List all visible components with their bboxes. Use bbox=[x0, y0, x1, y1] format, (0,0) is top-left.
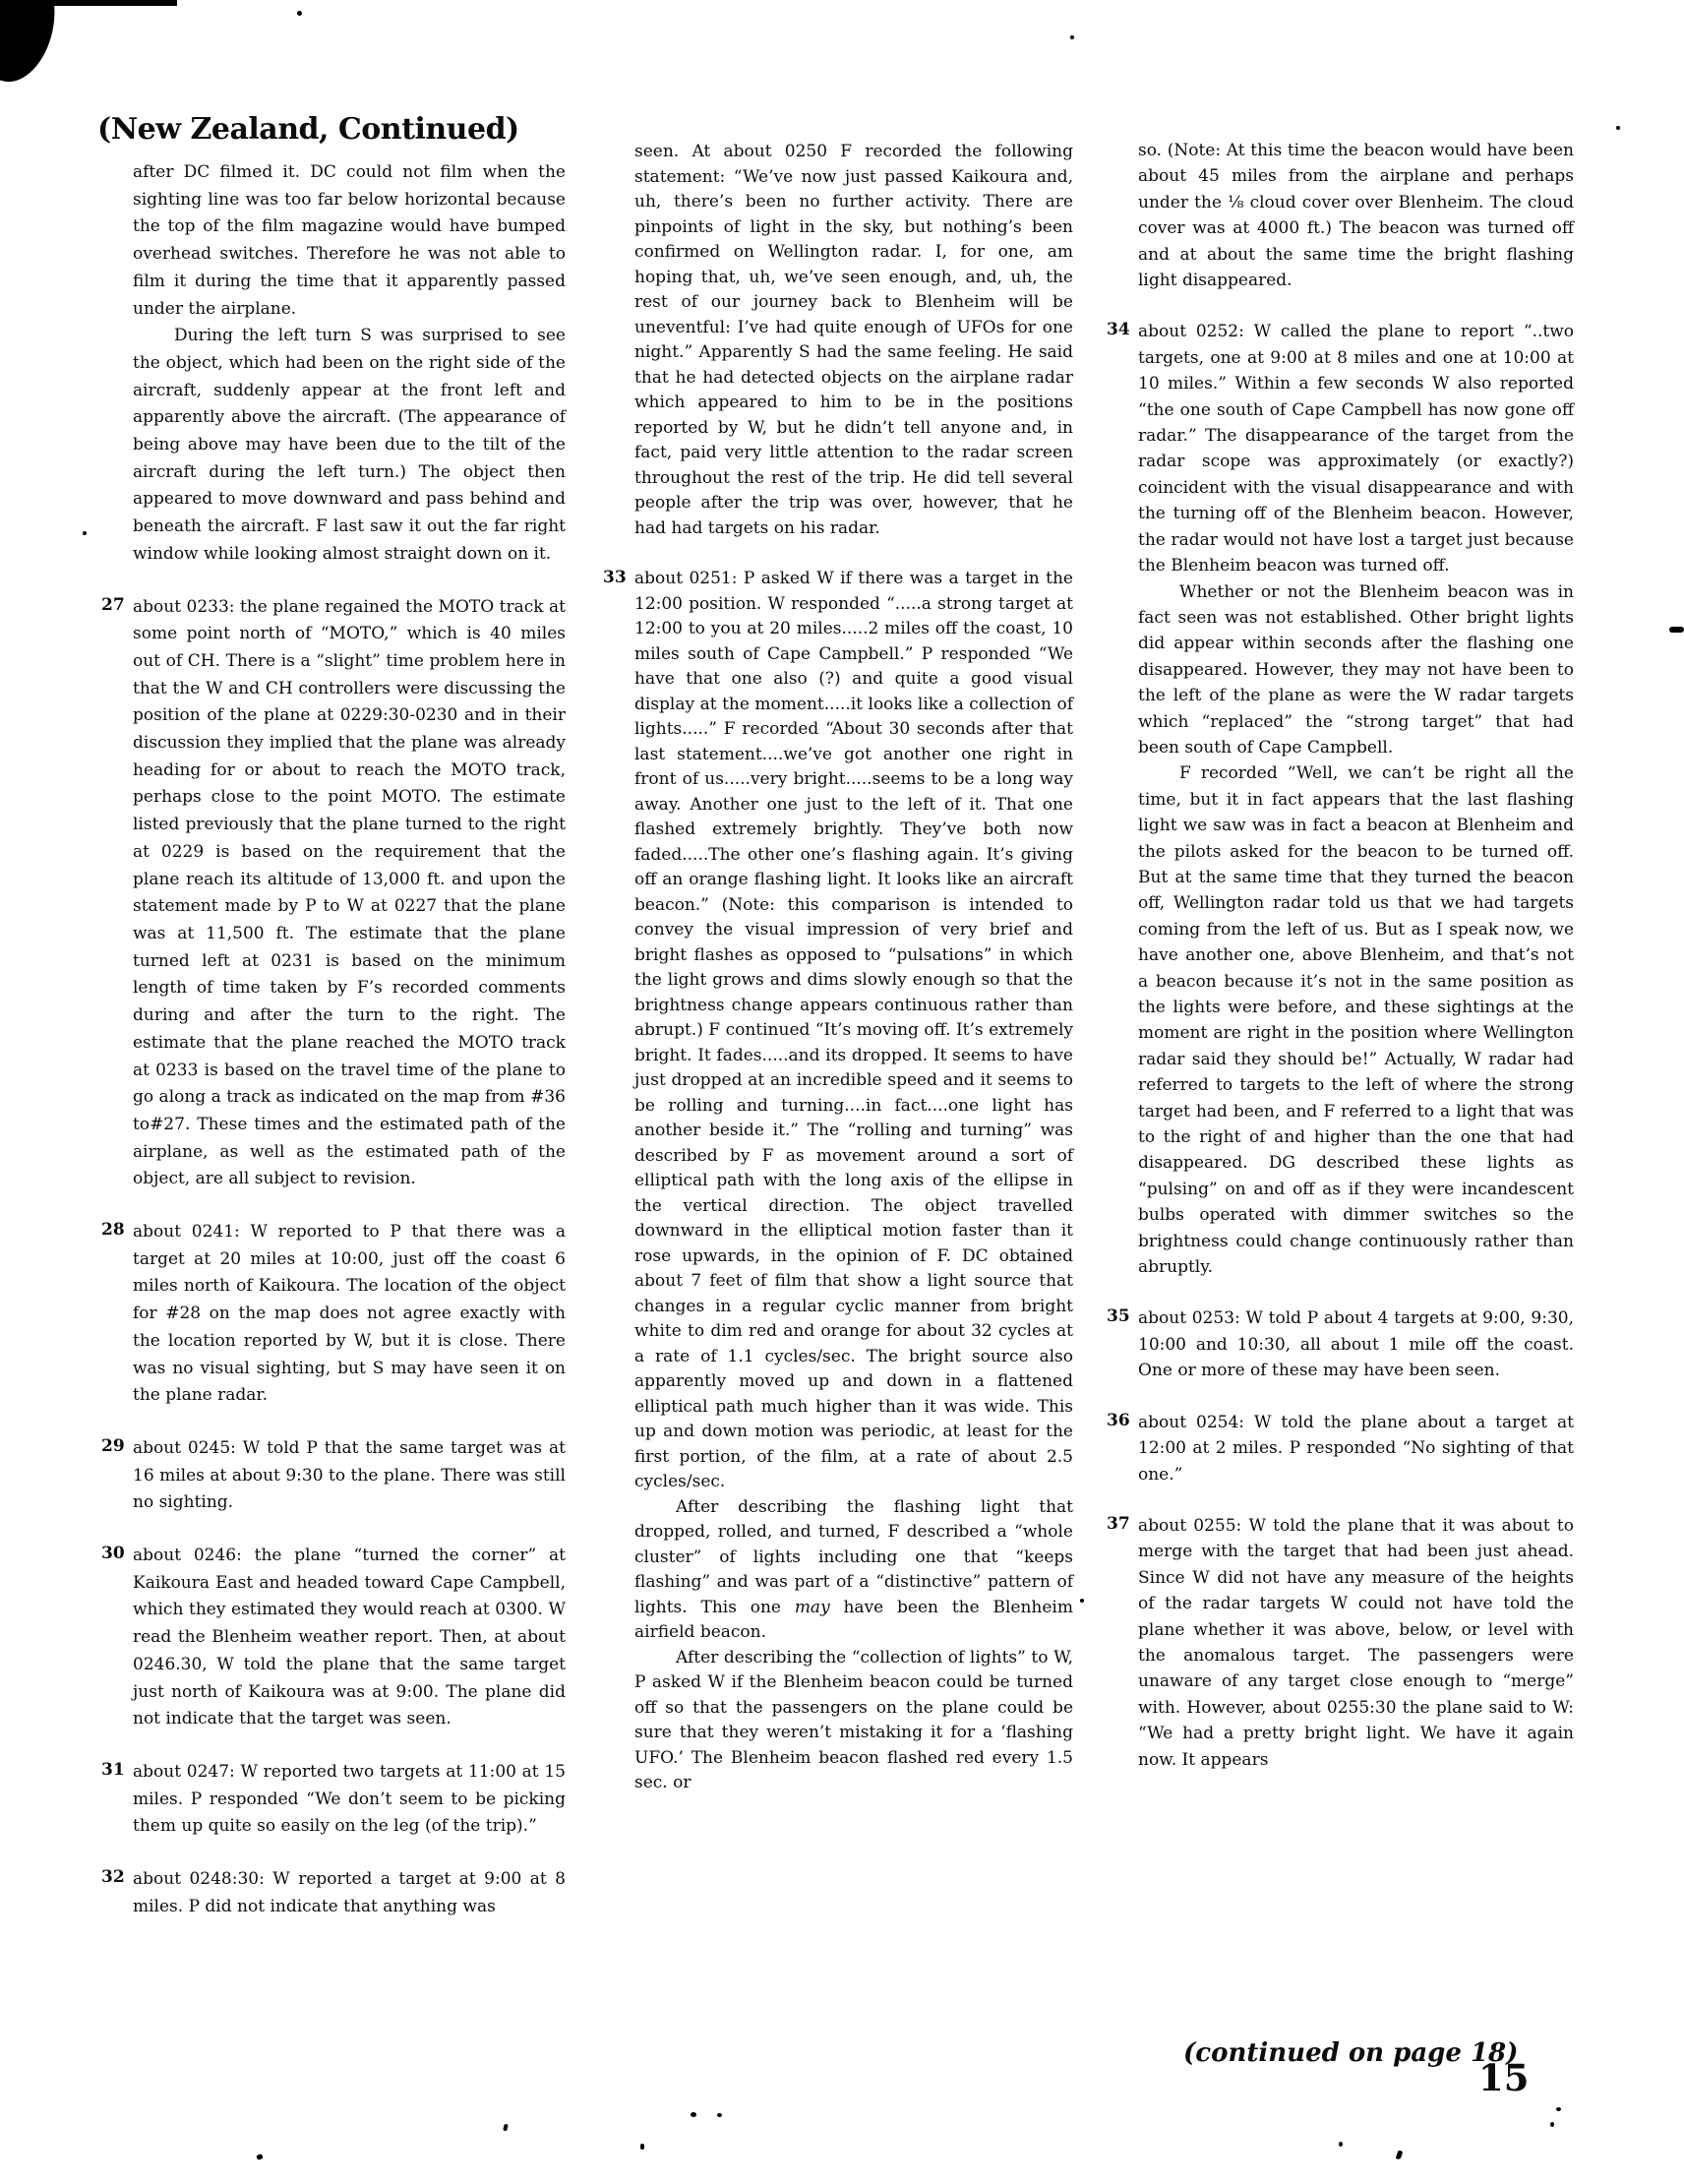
paragraph-text: about 0245: W told P that the same target was at 16 miles at about 9:30 to the plane. There was still no sighting. bbox=[133, 1437, 566, 1513]
scan-artifact-speck bbox=[1556, 2107, 1561, 2111]
numbered-item-37 bbox=[1107, 1513, 1574, 1773]
numbered-item-27 bbox=[101, 594, 566, 1193]
paragraph-text: after DC filmed it. DC could not film when the sighting line was too far below horizontal because the top of the film magazine would have bumped overhead switches. Therefore he was not able to film it during the time that it apparently passed under the airplane. bbox=[133, 162, 566, 319]
paragraph-block bbox=[1138, 138, 1574, 293]
item-number: 34 bbox=[1107, 320, 1130, 340]
scan-artifact-speck bbox=[1616, 126, 1620, 130]
paragraph-text: F recorded “Well, we can’t be right all the time, but it in fact appears that the last flashing light we saw was in fact a beacon at Blenheim and the pilots asked for the beacon to be turned off. But at the same time that they turned the beacon off, Wellington radar told us that we had targets coming from the left of us. But as I speak now, we have another one, above Blenheim, and that’s not a beacon because it’s not in the same position as the lights were before, and these sightings at the moment are right in the position where Wellington radar said they should be!” Actually, W radar had referred to targets to the left of where the strong target had been, and F referred to a light that was to the right of and higher than the one that had disappeared. DG described these lights as “pulsing” on and off as if they were incandescent bulbs operated with dimmer switches so the brightness could change continuously rather than abruptly. bbox=[1138, 763, 1574, 1278]
item-number: 37 bbox=[1107, 1513, 1130, 1534]
paragraph-text: about 0233: the plane regained the MOTO track at some point north of “MOTO,” which is 40 miles out of CH. There is a “slight” time problem here in that the W and CH controllers were discussing the position of the plane at 0229:30-0230 and in their discussion they implied that the plane was already heading for or about to reach the MOTO track, perhaps close to the point MOTO. The estimate listed previously that the plane turned to the right at 0229 is based on the requirement that the plane reach its altitude of 13,000 ft. and upon the statement made by P to W at 0227 that the plane was at 11,500 ft. The estimate that the plane turned left at 0231 is based on the minimum length of time taken by F’s recorded comments during and after the turn to the right. The estimate that the plane reached the MOTO track at 0233 is based on the travel time of the plane to go along a track as indicated on the map from #36 to#27. These times and the estimated path of the airplane, as well as the estimated path of the object, are all subject to revision. bbox=[133, 596, 566, 1189]
scan-artifact-speck bbox=[503, 2124, 509, 2132]
paragraph-text: After describing the “collection of lights” to W, P asked W if the Blenheim beacon could be turned off so that the passengers on the plane could be sure that they weren’t mistaking it for a ‘flashing UFO.’ The Blenheim beacon flashed red every 1.5 sec. or bbox=[634, 1647, 1073, 1792]
page-header: (New Zealand, Continued) bbox=[97, 112, 519, 147]
item-number: 35 bbox=[1107, 1306, 1130, 1327]
paragraph-text: about 0255: W told the plane that it was about to merge with the target that had been just ahead. Since W did not have any measure of the heights of the radar targets W could not have told the plane whether it was above, below, or level with the anomalous target. The passengers were unaware of any target close enough to “merge” with. However, about 0255:30 the plane said to W: “We had a pretty bright light. We have it again now. It appears bbox=[1138, 1515, 1574, 1770]
numbered-item-34 bbox=[1107, 319, 1574, 1280]
scan-artifact-speck bbox=[83, 531, 87, 535]
text-column-2 bbox=[603, 140, 1073, 1796]
paragraph-text: about 0248:30: W reported a target at 9:00 at 8 miles. P did not indicate that anything was bbox=[133, 1869, 566, 1916]
paragraph-text: about 0252: W called the plane to report “..two targets, one at 9:00 at 8 miles and one at 10:00 at 10 miles.” Within a few seconds W also reported “the one south of Cape Campbell has now gone off radar.” The disappearance of the target from the radar scope was approximately (or exactly?) coincident with the visual disappearance and with the turning off of the Blenheim beacon. However, the radar would not have lost a target just because the Blenheim beacon was turned off. bbox=[1138, 322, 1574, 576]
scan-artifact-speck bbox=[1669, 627, 1684, 633]
numbered-item-30 bbox=[101, 1543, 566, 1733]
paragraph-block bbox=[133, 159, 566, 569]
scan-artifact-speck bbox=[297, 11, 302, 16]
numbered-item-33 bbox=[603, 567, 1073, 1796]
text-column-3 bbox=[1107, 138, 1574, 1773]
paragraph-text: about 0254: W told the plane about a target at 12:00 at 2 miles. P responded “No sighting of that one.” bbox=[1138, 1412, 1574, 1485]
paragraph-text: about 0246: the plane “turned the corner” at Kaikoura East and headed toward Cape Campbell, which they estimated they would reach at 0300. W read the Blenheim weather report. Then, at about 0246.30, W told the plane that the same target just north of Kaikoura was at 9:00. The plane did not indicate that the target was seen. bbox=[133, 1546, 566, 1729]
paragraph-text: seen. At about 0250 F recorded the following statement: “We’ve now just passed Kaikoura and, uh, there’s been no further activity. There are pinpoints of light in the sky, but nothing’s been confirmed on Wellington radar. I, for one, am hoping that, uh, we’ve seen enough, and, uh, the rest of our journey back to Blenheim will be uneventful: I’ve had quite enough of UFOs for one night.” Apparently S had the same feeling. He said that he had detected objects on the airplane radar which appeared to him to be in the positions reported by W, but he didn’t tell anyone and, in fact, paid very little attention to the radar screen throughout the rest of the trip. He did tell several people after the trip was over, however, that he had had targets on his radar. bbox=[634, 142, 1073, 538]
numbered-item-35 bbox=[1107, 1305, 1574, 1383]
numbered-item-31 bbox=[101, 1759, 566, 1841]
paragraph-text: about 0251: P asked W if there was a target in the 12:00 position. W responded “.....a strong target at 12:00 to you at 20 miles.....2 miles off the coast, 10 miles south of Cape Campbell.” P responded “We have that one also (?) and quite a good visual display at the moment.....it looks like a collection of lights.....” F recorded “About 30 seconds after that last statement....we’ve got another one right in front of us.....very bright.....seems to be a long way away. Another one just to the left of it. That one flashed extremely brightly. They’ve both now faded.....The other one’s flashing again. It’s giving off an orange flashing light. It looks like an aircraft beacon.” (Note: this comparison is intended to convey the visual impression of very brief and bright flashes as opposed to “pulsations” in which the light grows and dims slowly enough so that the brightness change appears continuous rather than abrupt.) F continued “It’s moving off. It’s extremely bright. It fades.....and its dropped. It seems to have just dropped at an incredible speed and it seems to be rolling and turning....in fact....one light has another beside it.” The “rolling and turning” was described by F as movement around a sort of elliptical path with the long axis of the ellipse in the vertical direction. The object travelled downward in the elliptical motion faster than it rose upwards, in the opinion of F. DC obtained about 7 feet of film that show a light source that changes in a regular cyclic manner from bright white to dim red and orange for about 32 cycles at a rate of 1.1 cycles/sec. The bright source also apparently moved up and down in a flattened elliptical path much higher than it was wide. This up and down motion was periodic, at least for the first portion, of the film, at a rate of about 2.5 cycles/sec. bbox=[634, 569, 1073, 1491]
scan-artifact-top-streak bbox=[0, 0, 177, 6]
scan-artifact-speck bbox=[691, 2112, 696, 2117]
scan-artifact-speck bbox=[1080, 1599, 1084, 1603]
paragraph-text: After describing the flashing light that dropped, rolled, and turned, F described a “whole cluster” of lights including one that “keeps flashing” and was part of a “distinctive” pattern of lights. This one may have been the Blenheim airfield beacon. bbox=[634, 1496, 1073, 1642]
scan-artifact-corner-blob bbox=[0, 0, 68, 91]
item-number: 30 bbox=[101, 1544, 125, 1564]
numbered-item-28 bbox=[101, 1219, 566, 1410]
item-number: 28 bbox=[101, 1220, 125, 1241]
scan-artifact-speck bbox=[1070, 35, 1074, 39]
scan-artifact-speck bbox=[1396, 2150, 1404, 2159]
paragraph-text: During the left turn S was surprised to see the object, which had been on the right side of the aircraft, suddenly appear at the front left and apparently above the aircraft. (The appearance of being above may have been due to the tilt of the aircraft during the left turn.) The object then appeared to move downward and pass behind and beneath the aircraft. F last saw it out the far right window while looking almost straight down on it. bbox=[133, 326, 566, 564]
numbered-item-29 bbox=[101, 1435, 566, 1517]
paragraph-text: so. (Note: At this time the beacon would have been about 45 miles from the airplane and perhaps under the ⅛ cloud cover over Blenheim. The cloud cover was at 4000 ft.) The beacon was turned off and at about the same time the bright flashing light disappeared. bbox=[1138, 141, 1574, 291]
scan-artifact-speck bbox=[256, 2154, 263, 2160]
scan-artifact-speck bbox=[717, 2113, 722, 2117]
continued-on-note: (continued on page 18) bbox=[1183, 2038, 1519, 2068]
item-number: 29 bbox=[101, 1435, 125, 1456]
text-column-1 bbox=[101, 159, 566, 1920]
numbered-item-36 bbox=[1107, 1410, 1574, 1487]
scan-artifact-speck bbox=[640, 2144, 644, 2150]
numbered-item-32 bbox=[101, 1866, 566, 1920]
item-number: 27 bbox=[101, 594, 125, 615]
scan-artifact-speck bbox=[1550, 2122, 1554, 2127]
page-number: 15 bbox=[1478, 2056, 1530, 2099]
paragraph-text: about 0241: W reported to P that there was a target at 20 miles at 10:00, just off the coast 6 miles north of Kaikoura. The location of the object for #28 on the map does not agree exactly with the location reported by W, but it is close. There was no visual sighting, but S may have seen it on the plane radar. bbox=[133, 1222, 566, 1406]
scan-artifact-speck bbox=[1339, 2142, 1343, 2147]
paragraph-text: about 0247: W reported two targets at 11:00 at 15 miles. P responded “We don’t seem to be picking them up quite so easily on the leg (of the trip).” bbox=[133, 1761, 566, 1837]
item-number: 36 bbox=[1107, 1410, 1130, 1430]
paragraph-block bbox=[634, 140, 1073, 541]
item-number: 33 bbox=[603, 568, 627, 587]
item-number: 32 bbox=[101, 1867, 125, 1888]
paragraph-text: Whether or not the Blenheim beacon was in fact seen was not established. Other bright lights did appear within seconds after the flashing one disappeared. However, they may not have been to the left of the plane as were the W radar targets which “replaced” the “strong target” that had been south of Cape Campbell. bbox=[1138, 581, 1574, 758]
item-number: 31 bbox=[101, 1759, 125, 1780]
paragraph-text: about 0253: W told P about 4 targets at 9:00, 9:30, 10:00 and 10:30, all about 1 mile off the coast. One or more of these may have been seen. bbox=[1138, 1308, 1574, 1381]
